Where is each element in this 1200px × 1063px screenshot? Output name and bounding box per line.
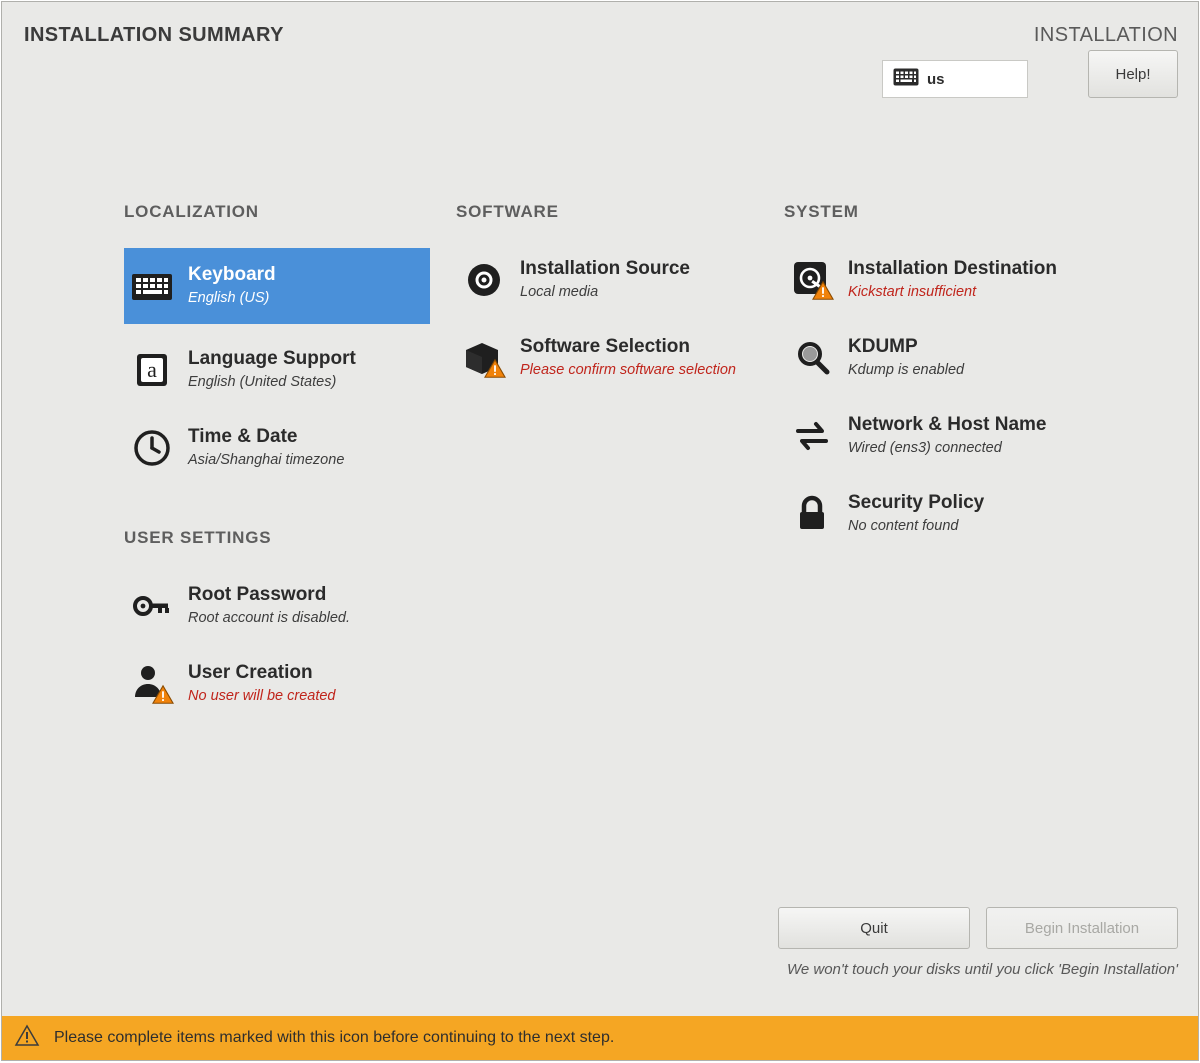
warning-bar <box>2 1016 1198 1060</box>
svg-text:a: a <box>147 357 157 382</box>
spoke-installation-destination[interactable] <box>784 248 1144 312</box>
warning-icon <box>14 1024 40 1053</box>
clock-icon <box>128 424 176 472</box>
key-icon <box>128 582 176 630</box>
spoke-root-password[interactable] <box>124 574 429 638</box>
installer-window <box>1 1 1199 1061</box>
spoke-installation-source[interactable] <box>456 248 761 312</box>
column-localization <box>124 202 434 730</box>
spoke-status: Kickstart insufficient <box>848 284 977 301</box>
spoke-status: No content found <box>848 518 959 535</box>
spoke-kdump[interactable] <box>784 326 1144 390</box>
spoke-status: Please confirm software selection <box>520 362 736 379</box>
spoke-status: English (US) <box>188 290 270 307</box>
spoke-title: KDUMP <box>848 336 918 358</box>
spoke-title: Installation Destination <box>848 258 1058 280</box>
button-row <box>778 907 1178 949</box>
spoke-status: Asia/Shanghai timezone <box>188 452 345 469</box>
spoke-network-host-name[interactable] <box>784 404 1144 468</box>
spoke-user-creation[interactable] <box>124 652 429 716</box>
spoke-security-policy[interactable] <box>784 482 1144 546</box>
spoke-software-selection[interactable] <box>456 326 761 390</box>
spoke-language-support[interactable] <box>124 338 429 402</box>
spoke-time-date[interactable] <box>124 416 429 480</box>
lock-icon <box>788 490 836 538</box>
spoke-status: No user will be created <box>188 688 336 705</box>
spoke-title: User Creation <box>188 662 313 684</box>
group-title-software: SOFTWARE <box>456 202 559 221</box>
spoke-status: Kdump is enabled <box>848 362 965 379</box>
group-title-user-settings: USER SETTINGS <box>124 528 272 547</box>
spoke-status: Local media <box>520 284 599 301</box>
keyboard-icon <box>128 262 176 310</box>
help-button[interactable]: Help! <box>1088 50 1178 98</box>
magnifier-icon <box>788 334 836 382</box>
keyboard-layout-indicator[interactable] <box>882 60 1028 98</box>
warning-badge-icon <box>812 280 834 302</box>
network-icon <box>788 412 836 460</box>
language-icon <box>128 346 176 394</box>
group-title-localization: LOCALIZATION <box>124 202 259 221</box>
column-software <box>456 202 766 404</box>
warning-badge-icon <box>152 684 174 706</box>
footer-actions <box>778 907 1178 978</box>
package-icon <box>460 334 508 382</box>
spoke-title: Software Selection <box>520 336 690 358</box>
keyboard-layout-label: us <box>927 70 945 88</box>
disc-icon <box>460 256 508 304</box>
spoke-title: Keyboard <box>188 264 276 286</box>
page-title: INSTALLATION SUMMARY <box>24 24 284 46</box>
header <box>2 2 1198 112</box>
begin-installation-button[interactable]: Begin Installation <box>986 907 1178 949</box>
column-system <box>784 202 1184 560</box>
spoke-title: Security Policy <box>848 492 985 514</box>
spoke-status: Root account is disabled. <box>188 610 351 627</box>
quit-button[interactable]: Quit <box>778 907 970 949</box>
keyboard-icon <box>893 68 919 91</box>
warning-message: Please complete items marked with this icon before continuing to the next step. <box>54 1029 615 1046</box>
spoke-title: Network & Host Name <box>848 414 1047 436</box>
spoke-status: English (United States) <box>188 374 337 391</box>
spoke-title: Installation Source <box>520 258 690 280</box>
warning-badge-icon <box>484 358 506 380</box>
group-title-system: SYSTEM <box>784 202 859 221</box>
spoke-status: Wired (ens3) connected <box>848 440 1002 457</box>
harddisk-icon <box>788 256 836 304</box>
spoke-keyboard[interactable] <box>124 248 430 324</box>
spoke-title: Language Support <box>188 348 356 370</box>
spoke-title: Root Password <box>188 584 327 606</box>
user-icon <box>128 660 176 708</box>
spoke-title: Time & Date <box>188 426 298 448</box>
brand-label: INSTALLATION <box>1033 24 1178 46</box>
disclaimer-text: We won't touch your disks until you click 'Begin Installation' <box>786 961 1178 978</box>
